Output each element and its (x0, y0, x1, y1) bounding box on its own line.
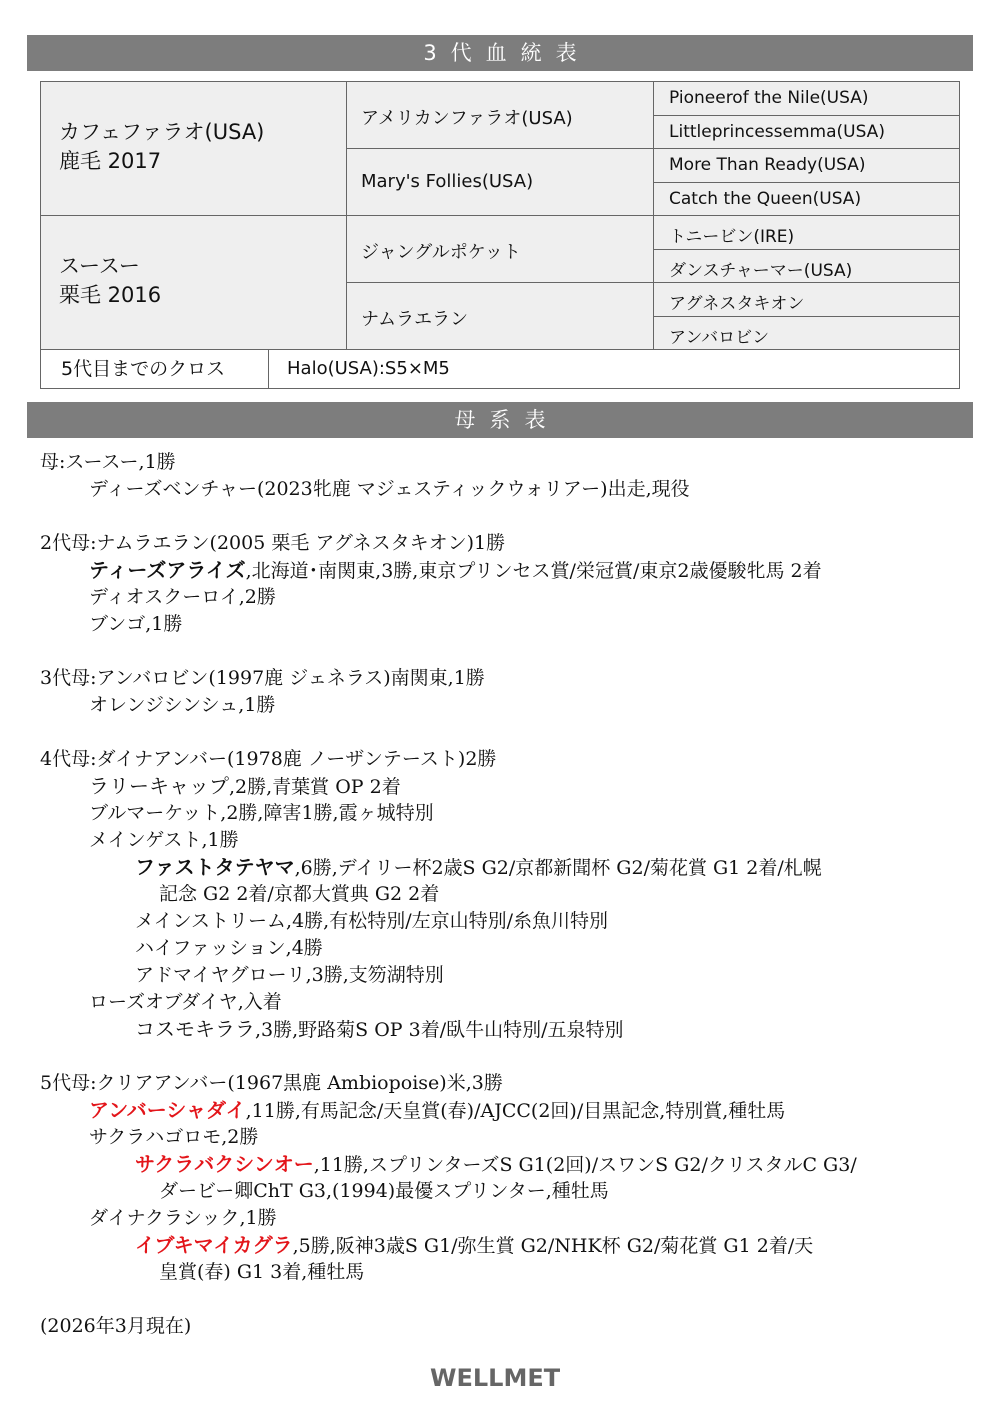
second-dam-line: 2代母:ナムラエラン(2005 栗毛 アグネスタキオン)1勝 (40, 532, 506, 554)
pedigree-gen2-name: ナムラエラン (361, 309, 469, 330)
pedigree-gen3-cell (654, 216, 959, 250)
pedigree-gen2-cell (347, 82, 654, 149)
pedigree-gen3-cell (654, 116, 959, 150)
entry-record: ,3勝,野路菊S OP 3着/臥牛山特別/五泉特別 (255, 1019, 624, 1041)
pedigree-gen3-name: アグネスタキオン (669, 294, 805, 314)
family-entry (135, 854, 822, 882)
as-of-date: (2026年3月現在) (40, 1315, 192, 1337)
pedigree-gen2-name: アメリカンファラオ(USA) (361, 108, 573, 129)
pedigree-gen2-cell (347, 216, 654, 283)
family-heading: 母系表 (27, 402, 973, 438)
family-entry: アドマイヤグローリ,3勝,支笏湖特別 (135, 964, 444, 986)
family-entry: ハイファッション,4勝 (135, 937, 323, 959)
wellmet-logo: WELLMET (430, 1364, 561, 1392)
horse-name: ティーズアライズ (89, 558, 246, 582)
entry-record: ,2勝,青葉賞 OP 2着 (229, 776, 401, 798)
horse-name: ラリーキャップ (89, 774, 229, 798)
family-entry: オレンジシンシュ,1勝 (89, 694, 276, 716)
pedigree-gen3-name: ダンスチャーマー(USA) (669, 260, 853, 281)
family-entry: ディーズベンチャー(2023牝鹿 マジェスティックウォリアー)出走,現役 (89, 478, 690, 500)
family-entry (135, 1016, 624, 1044)
pedigree-gen3-name: アンバロビン (669, 327, 770, 348)
entry-record: ,北海道･南関東,3勝,東京プリンセス賞/栄冠賞/東京2歳優駿牝馬 2着 (245, 560, 822, 582)
family-entry-continued: 記念 G2 2着/京都大賞典 G2 2着 (159, 883, 440, 905)
pedigree-gen3-cell (654, 183, 959, 217)
sire-cell (41, 82, 347, 216)
cross-label: 5代目までのクロス (41, 350, 269, 388)
dam-cell (41, 216, 347, 350)
family-entry (89, 1097, 785, 1125)
pedigree-gen3-name: トニービン(IRE) (669, 227, 795, 247)
horse-name: イブキマイカグラ (135, 1233, 293, 1257)
family-entry: サクラハゴロモ,2勝 (89, 1126, 259, 1148)
dam-name: スースー (59, 254, 140, 278)
family-entry-continued: ダービー卿ChT G3,(1994)最優スプリンター,種牡馬 (159, 1180, 609, 1202)
pedigree-gen3-cell (654, 317, 959, 351)
horse-name: ファストタテヤマ (135, 855, 295, 879)
entry-record: ,11勝,有馬記念/天皇賞(春)/AJCC(2回)/目黒記念,特別賞,種牡馬 (245, 1100, 786, 1122)
sire-info: 鹿毛 2017 (59, 149, 162, 173)
family-entry: ローズオブダイヤ,入着 (89, 991, 282, 1013)
cross-value: Halo(USA):S5×M5 (269, 350, 959, 388)
family-entry (89, 773, 401, 801)
pedigree-gen3-cell (654, 149, 959, 183)
pedigree-gen3-name: Pioneerof the Nile(USA) (669, 88, 869, 108)
family-entry-continued: 皇賞(春) G1 3着,種牡馬 (159, 1261, 365, 1283)
pedigree-gen3-cell (654, 283, 959, 317)
pedigree-gen2-name: ジャングルポケット (361, 242, 521, 263)
pedigree-gen3-name: More Than Ready(USA) (669, 155, 866, 175)
pedigree-gen3-name: Littleprincessemma(USA) (669, 121, 885, 142)
dam-line: 母:スースー,1勝 (40, 451, 176, 473)
horse-name: コスモキララ (135, 1017, 255, 1041)
horse-name: サクラバクシンオー (135, 1152, 314, 1176)
pedigree-gen2-name: Mary's Follies(USA) (361, 171, 534, 192)
family-entry: ディオスクーロイ,2勝 (89, 586, 276, 608)
horse-name: アンバーシャダイ (89, 1098, 246, 1122)
family-entry: メインゲスト,1勝 (89, 829, 239, 851)
family-entry: ブンゴ,1勝 (89, 613, 183, 635)
pedigree-gen3-cell (654, 250, 959, 284)
family-entry (135, 1151, 857, 1179)
pedigree-heading: 3代血統表 (27, 35, 973, 71)
pedigree-gen3-name: Catch the Queen(USA) (669, 188, 862, 209)
family-entry: メインストリーム,4勝,有松特別/左京山特別/糸魚川特別 (135, 910, 609, 932)
entry-record: ,11勝,スプリンターズS G1(2回)/スワンS G2/クリスタルC G3/ (313, 1154, 857, 1176)
pedigree-table (40, 81, 960, 389)
pedigree-gen2-cell (347, 283, 654, 350)
family-entry (89, 557, 822, 585)
third-dam-line: 3代母:アンバロビン(1997鹿 ジェネラス)南関東,1勝 (40, 667, 485, 689)
entry-record: ,5勝,阪神3歳S G1/弥生賞 G2/NHK杯 G2/菊花賞 G1 2着/天 (292, 1235, 814, 1257)
family-entry (135, 1232, 813, 1260)
pedigree-gen2-cell (347, 149, 654, 216)
fourth-dam-line: 4代母:ダイナアンバー(1978鹿 ノーザンテースト)2勝 (40, 748, 497, 770)
sire-name: カフェファラオ(USA) (59, 120, 265, 144)
fifth-dam-line: 5代母:クリアアンバー(1967黒鹿 Ambiopoise)米,3勝 (40, 1072, 503, 1094)
dam-info: 栗毛 2016 (59, 283, 162, 307)
family-entry: ブルマーケット,2勝,障害1勝,霞ヶ城特別 (89, 802, 434, 824)
pedigree-gen3-cell (654, 82, 959, 116)
family-entry: ダイナクラシック,1勝 (89, 1207, 277, 1229)
entry-record: ,6勝,デイリー杯2歳S G2/京都新聞杯 G2/菊花賞 G1 2着/札幌 (294, 857, 822, 879)
